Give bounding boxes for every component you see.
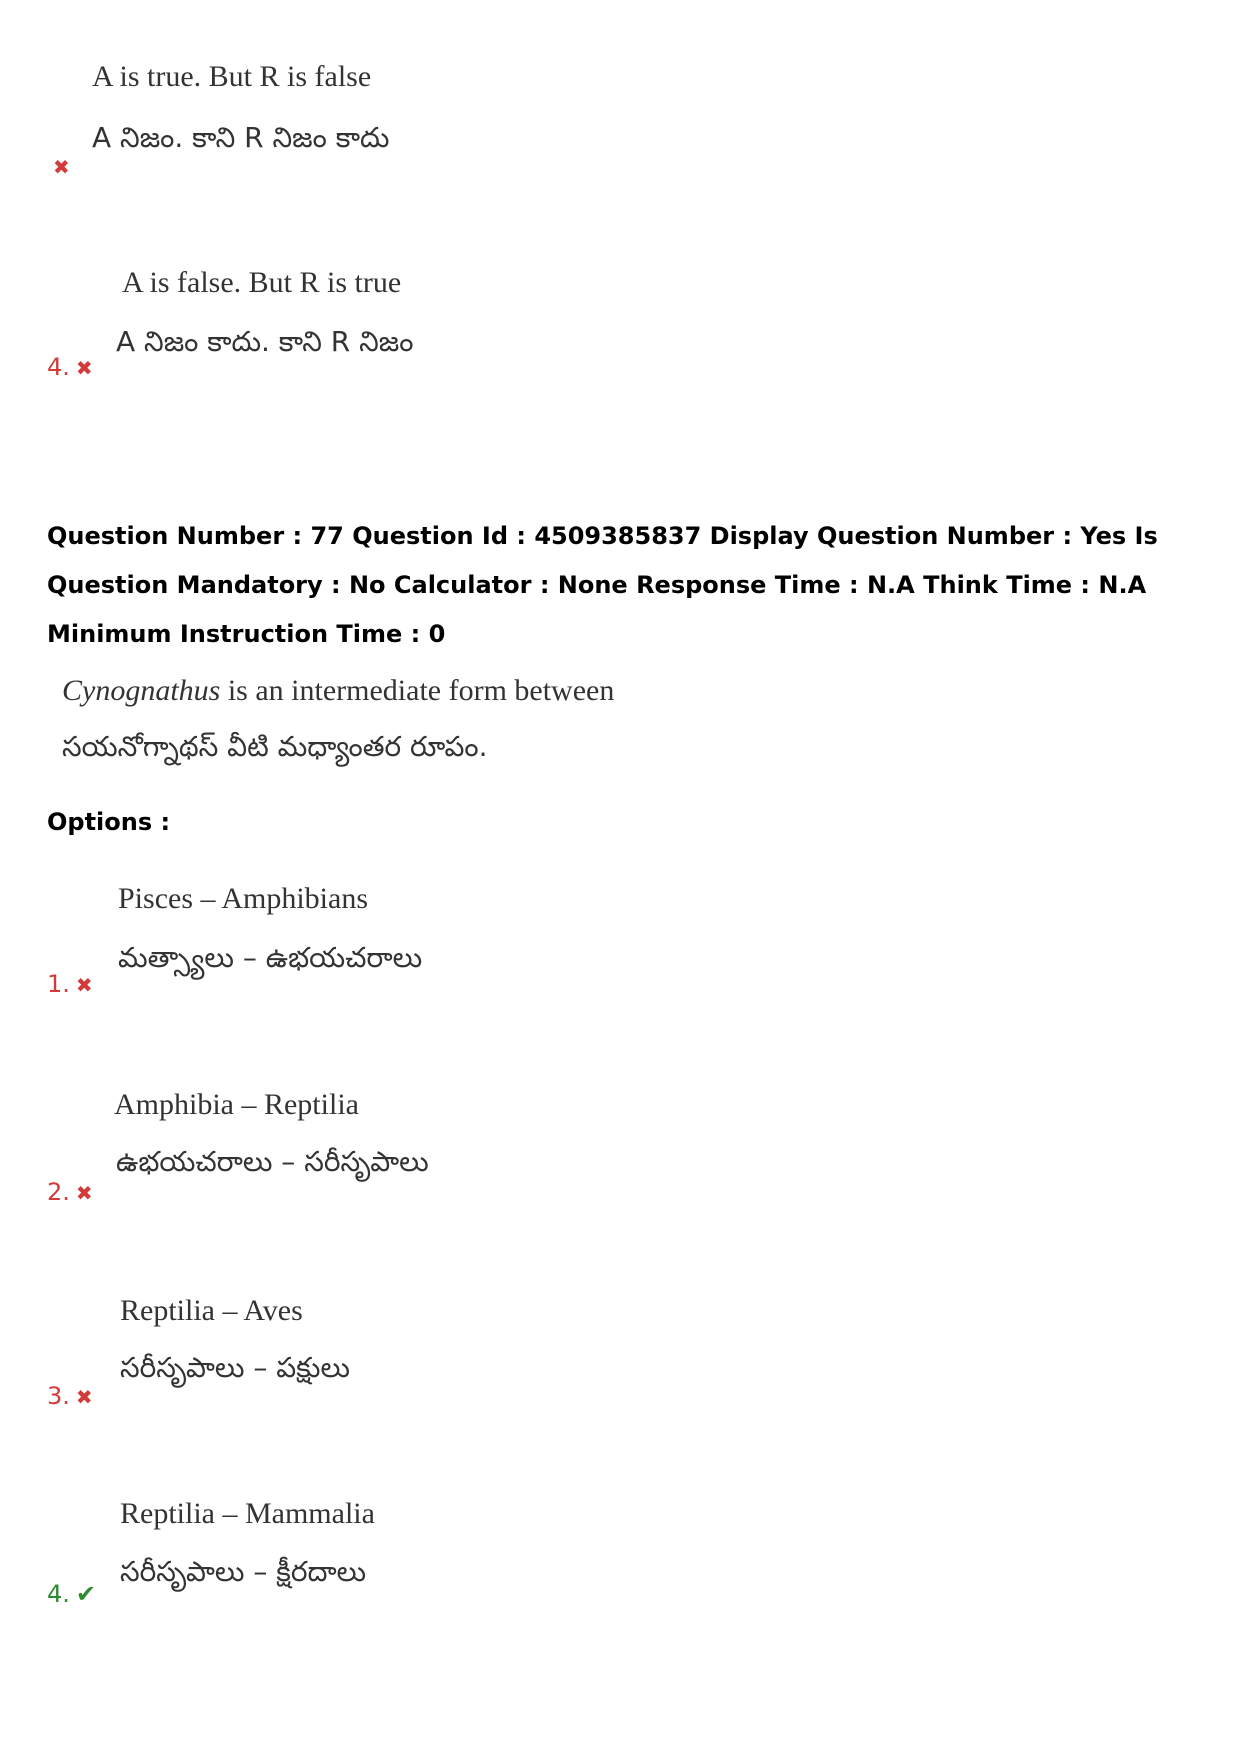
cross-icon: ✖ (53, 155, 70, 179)
check-icon: ✔ (75, 1580, 97, 1608)
option-4-english: Reptilia – Mammalia (120, 1497, 375, 1530)
option-3-telugu: సరీసృపాలు – పక్షులు (120, 1351, 350, 1384)
cross-icon: ✖ (75, 1181, 93, 1205)
option-4-marker (47, 1580, 96, 1608)
prev-option-3-telugu: A నిజం. కాని R నిజం కాదు (92, 121, 390, 154)
question-stem-english (62, 674, 614, 708)
prev-option-4-telugu: A నిజం కాదు. కాని R నిజం (116, 325, 414, 358)
option-2-marker (47, 1178, 93, 1206)
option-2-telugu: ఉభయచరాలు – సరీసృపాలు (116, 1145, 429, 1178)
species-name: Cynognathus (62, 674, 221, 707)
question-meta: Question Number : 77 Question Id : 4509385837 Display Question Number : Yes Is Question Mandatory : No Calculator : None Response Time : N.A Think Time : N.A Minimum Instruction Time : 0 (47, 522, 1158, 648)
option-2-english: Amphibia – Reptilia (114, 1088, 359, 1121)
option-1-marker (47, 970, 93, 998)
option-number: 1. (47, 970, 70, 998)
prev-option-4-marker (47, 353, 93, 381)
option-number: 4. (47, 1580, 70, 1608)
option-number: 2. (47, 1178, 70, 1206)
option-number: 4. (47, 353, 70, 381)
cross-icon: ✖ (75, 1385, 93, 1409)
option-3-english: Reptilia – Aves (120, 1294, 303, 1327)
cross-icon: ✖ (75, 973, 93, 997)
prev-option-4-english: A is false. But R is true (122, 266, 402, 299)
option-1-english: Pisces – Amphibians (118, 882, 369, 915)
prev-option-3-english: A is true. But R is false (92, 60, 372, 93)
option-1-telugu: మత్స్యాలు – ఉభయచరాలు (118, 941, 423, 974)
option-number: 3. (47, 1382, 70, 1410)
cross-icon: ✖ (75, 356, 93, 380)
question-stem-telugu: సయనోగ్నాథస్ వీటి మధ్యాంతర రూపం. (62, 730, 488, 763)
question-stem-rest: is an intermediate form between (220, 674, 615, 707)
option-3-marker (47, 1382, 93, 1410)
prev-option-3-marker (47, 152, 70, 180)
option-4-telugu: సరీసృపాలు – క్షీరదాలు (120, 1555, 367, 1588)
options-label: Options : (47, 808, 171, 836)
